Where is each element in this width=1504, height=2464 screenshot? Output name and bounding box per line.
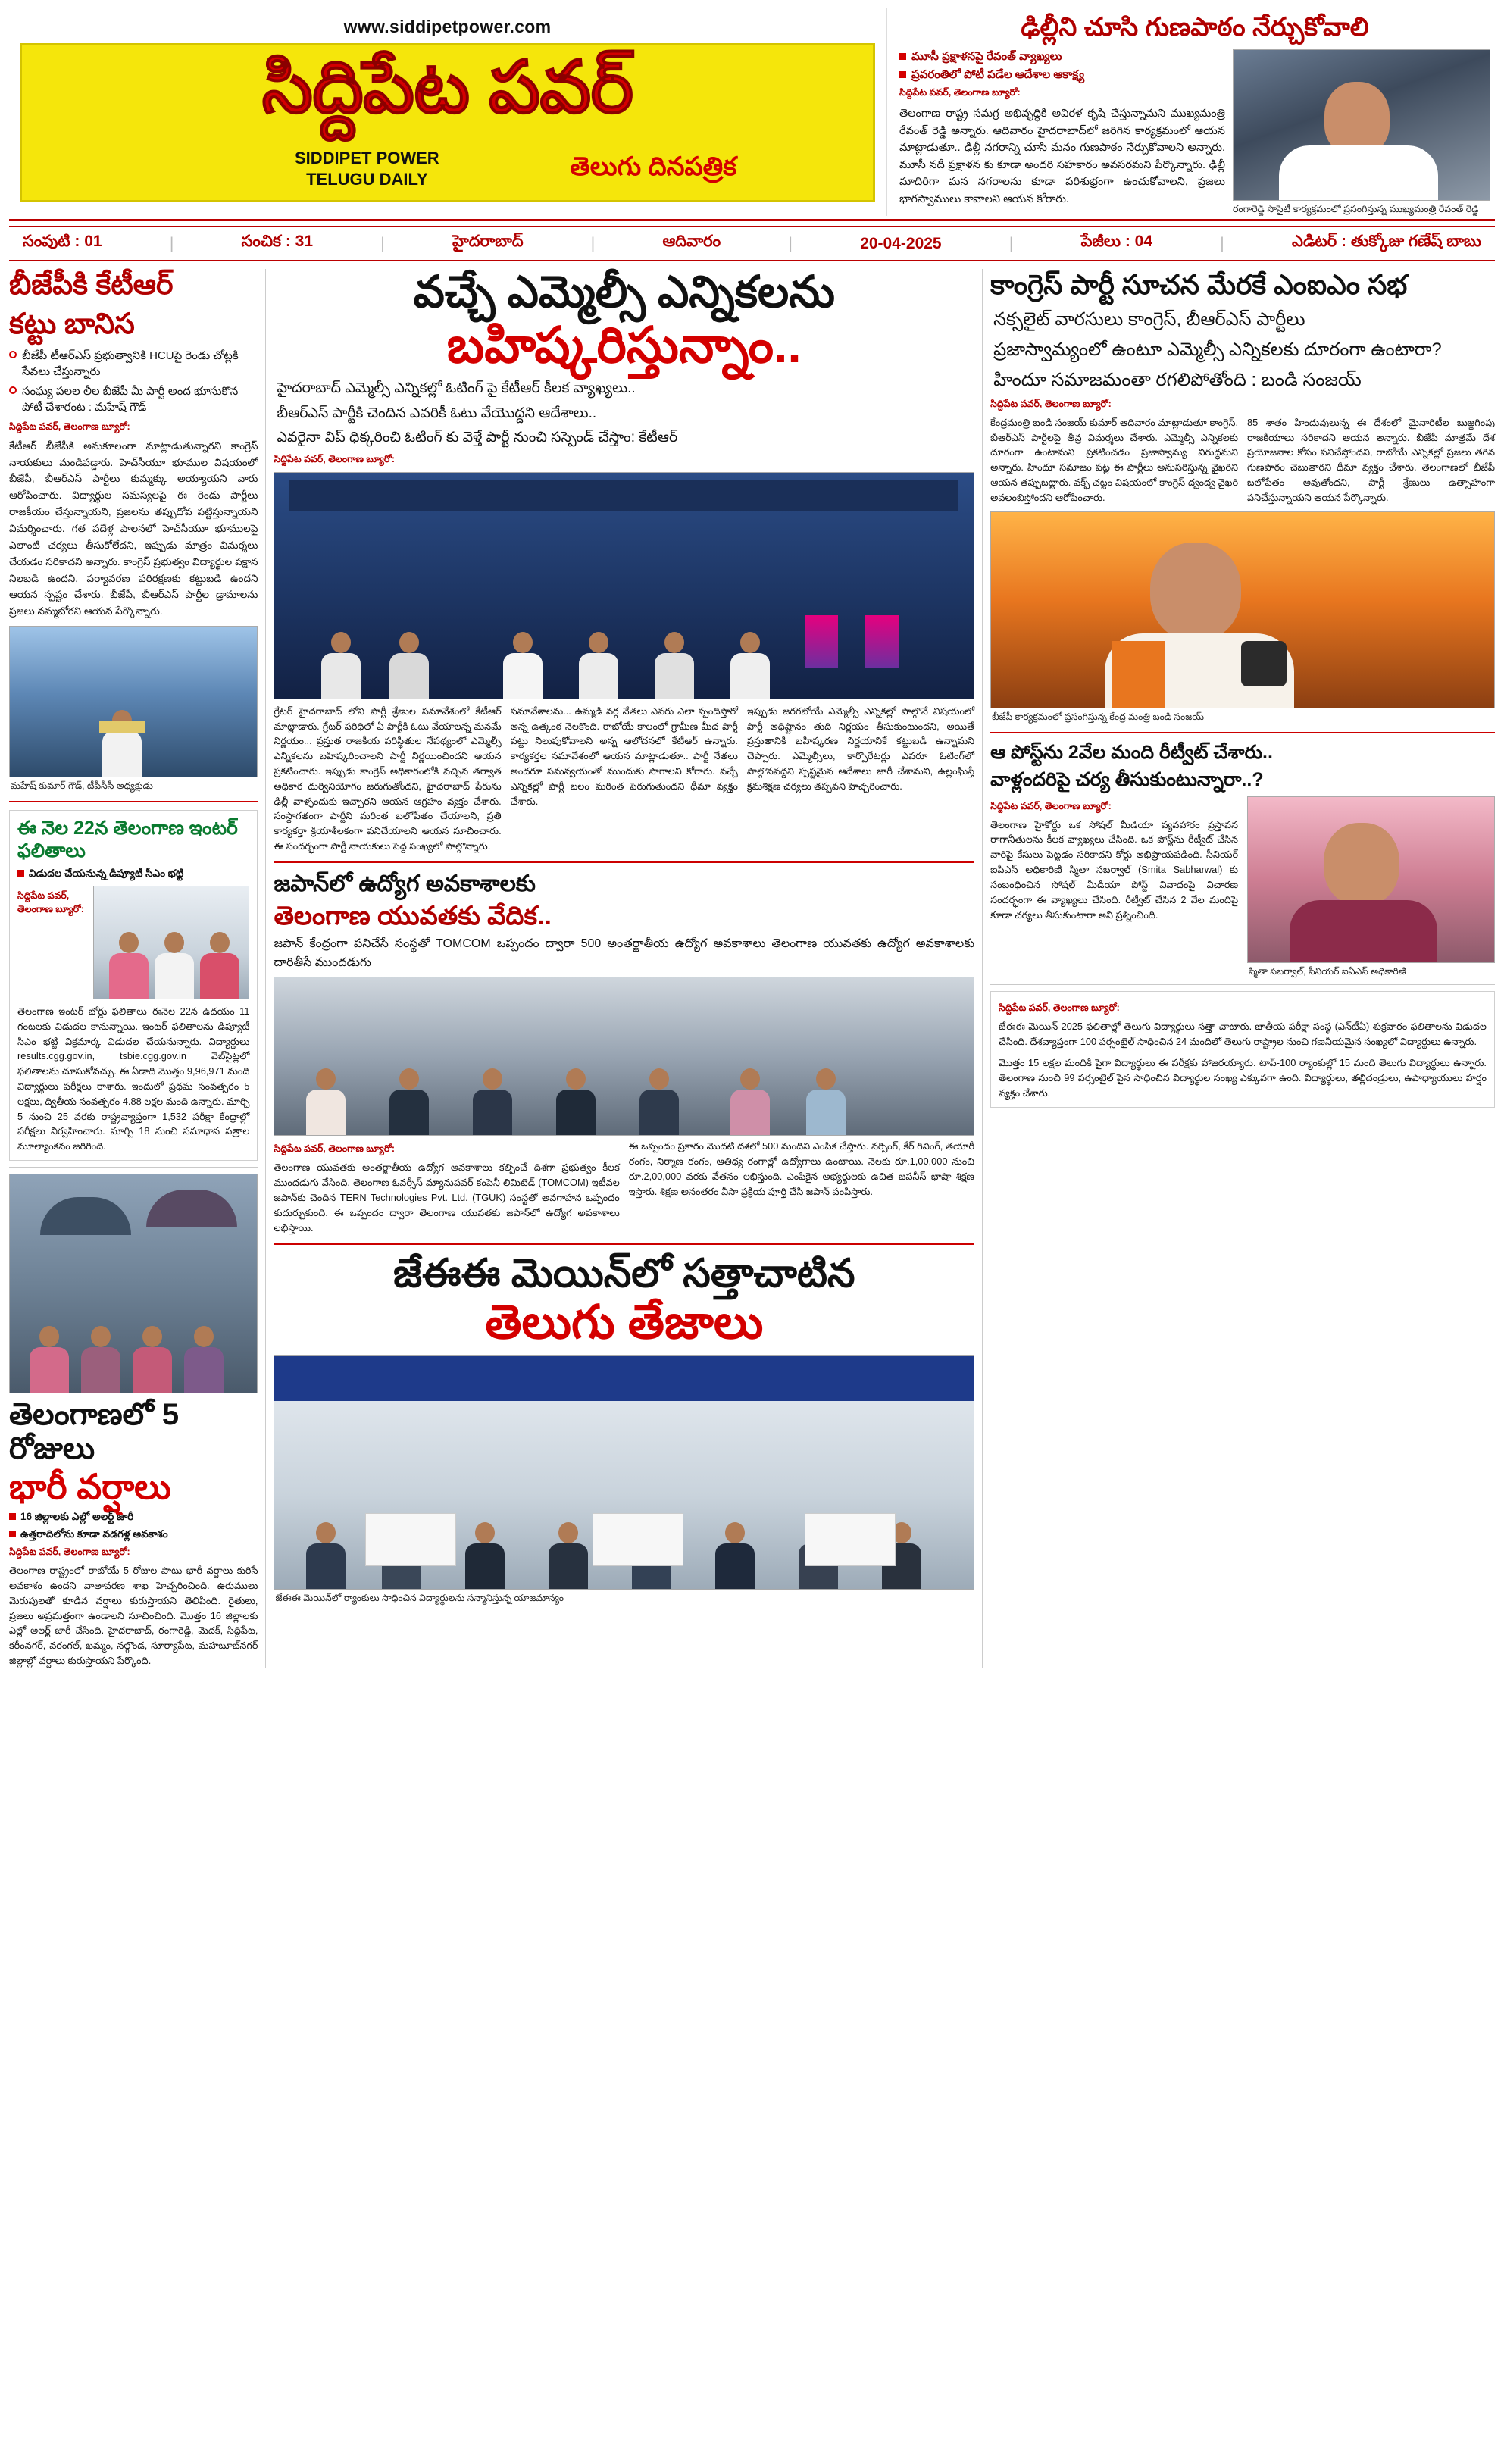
rain-headline-line2: భారీ వర్షాలు: [9, 1466, 171, 1506]
mim-deck-1: ప్రజాస్వామ్యంలో ఉంటూ ఎమ్మెల్సీ ఎన్నికలకు దూరంగా ఉంటారా?: [993, 339, 1442, 360]
divider: |: [1008, 234, 1014, 252]
lead-bullet-0-text: మూసీ ప్రక్షాళనపై రేవంత్ వ్యాఖ్యలు: [911, 49, 1062, 63]
mim-deck-2: హిందూ సమాజమంతా రగలిపోతోంది : బండి సంజయ్: [993, 369, 1362, 390]
post-headline-line1: ఆ పోస్ట్‌ను 2వేల మంది రీట్వీట్ చేశారు..: [990, 741, 1273, 763]
article-japan-jobs: [274, 871, 974, 1236]
post-headline-line2: వాళ్లందరిపై చర్య తీసుకుంటున్నారా..?: [990, 769, 1264, 791]
ktr-bjp-bullet-1-text: సంఘ్య పలల లీల బీజేపీ మీ పార్టీ అంద భూసుకొన పోటీ చేశారంట : మహేష్ గౌడ్: [22, 384, 239, 414]
lead-byline: సిద్దిపేట పవర్, తెలంగాణ బ్యూరో:: [899, 87, 1021, 98]
umbrella-icon: [40, 1197, 131, 1235]
party-flag-icon: [865, 615, 899, 668]
inter-results-body: తెలంగాణ ఇంటర్ బోర్డు ఫలితాలు ఈనెల 22న ఉదయం 11 గంటలకు విడుదల కానున్నాయి. ఇంటర్ ఫలితాలను డిప్యూటీ సీఎం భట్టి విక్రమార్క విడుదల చేయనున్నారు. విద్యార్థులు results.cgg.gov.in, tsbie.cgg.gov.in వెబ్‌సైట్లలో ఫలితాలను చూసుకోవచ్చు. ఈ ఏడాది మొత్తం 9,96,971 మంది విద్యార్థులు పరీక్షలు రాశారు. ఇందులో ప్రథమ సంవత్సరం 5 లక్షలు, ద్వితీయ సంవత్సరం 4.88 లక్షల మంది ఉన్నారు. మార్చి 5 నుంచి 25 వరకు రాష్ట్రవ్యాప్తంగా 1,532 పరీక్షా కేంద్రాల్లో పరీక్షలు నిర్వహించారు. మార్చి 18 నుంచి సమాధాన పత్రాల మూల్యాంకనం జరిగింది.: [17, 1005, 250, 1152]
photo-figure-head: [1324, 823, 1399, 906]
mlc-body-col1: గ్రేటర్ హైదరాబాద్ లోని పార్టీ శ్రేణుల సమావేశంలో కేటీఆర్ మాట్లాడారు. గ్రేటర్ పరిధిలో ఏ పార్టీకి ఓటు వేయాలన్న మనమే నిర్ణయం... ప్రస్తుత రాజకీయ పరిస్థితుల నేపథ్యంలో ఎమ్మెల్సీ ఎన్నికలను బహిష్కరించాలని పార్టీ నిర్ణయించిందని ఆయన ప్రకటించారు. ఇప్పుడు కాంగ్రెస్ అధికారంలోకి వచ్చిన తర్వాత అధికార దుర్వినియోగం జరుగుతోందని, హైదరాబాద్ పేరును ఢిల్లీ వాళ్ళందుకు ఇచ్చారని ఆయన ఆగ్రహం వ్యక్తం చేశారు. సంస్థాగతంగా పార్టీని మరింత బలోపేతం చేయాలని, ప్రతి కార్యకర్తా క్రియాశీలకంగా పనిచేయాలని ఆయన సూచించారు. ఈ సందర్భంగా పార్టీ నాయకులు పెద్ద సంఖ్యలో పాల్గొన్నారు.: [274, 705, 502, 852]
lead-story-headline: ఢిల్లీని చూసి గుణపాఠం నేర్చుకోవాలి: [1021, 13, 1369, 42]
ktr-bjp-headline-line1: బీజేపీకి కేటీఆర్: [9, 269, 174, 302]
logo-english-line1: SIDDIPET POWER: [295, 149, 439, 167]
bullet-circle-icon: [9, 386, 17, 394]
jee-byline: సిద్దిపేట పవర్, తెలంగాణ బ్యూరో:: [999, 1002, 1120, 1014]
japan-byline: సిద్దిపేట పవర్, తెలంగాణ బ్యూరో:: [274, 1143, 396, 1155]
article-inter-results: [9, 810, 258, 1161]
ktr-bjp-bullet-0: [9, 348, 258, 380]
rain-bullet-1-text: ఉత్తరాదిలోను కూడా వడగళ్ల అవకాశం: [20, 1528, 168, 1540]
post-byline: సిద్దిపేట పవర్, తెలంగాణ బ్యూరో:: [990, 800, 1112, 811]
lead-bullet-1: [899, 67, 1225, 83]
photo-figure-body: [102, 731, 142, 777]
lead-photo: [1233, 49, 1490, 201]
bullet-square-icon: [899, 71, 906, 78]
ktr-bjp-bullets: [9, 348, 258, 415]
bullet-circle-icon: [9, 351, 17, 358]
center-column: [265, 269, 974, 1668]
inter-results-bullet: [17, 867, 249, 881]
certificate-icon: [593, 1513, 683, 1566]
editor-label: ఎడిటర్ : తుక్కోజు గణేష్ బాబు: [1292, 233, 1481, 251]
date-bar: [9, 226, 1495, 261]
jee-headline-line2: తెలుగు తేజాలు: [485, 1296, 764, 1349]
article-ktr-bjp: [9, 269, 258, 793]
logo-box: [20, 43, 875, 202]
stage-banner: [289, 480, 958, 511]
mim-body-columns: [990, 415, 1495, 505]
japan-headline-line2: తెలంగాణ యువతకు వేదిక..: [274, 901, 552, 930]
place-label: హైదరాబాద్: [452, 233, 524, 251]
mlc-deck-2: ఎవరైనా విప్ ధిక్కరించి ఓటింగ్ కు వెళ్తే పార్టీ నుంచి సస్పెండ్ చేస్తాం: కేటీఆర్: [277, 430, 678, 446]
lead-story-block: [886, 8, 1495, 216]
right-column: [982, 269, 1495, 1668]
mlc-body-col3: ఇప్పుడు జరగబోయే ఎమ్మెల్సీ ఎన్నికల్లో పాల్గొనే విషయంలో పార్టీ అధిష్టానం తుది నిర్ణయం తీసుకుంటుందని, అయితే ప్రస్తుతానికి బహిష్కరణ నిర్ణయానికే కట్టుబడి ఉన్నామని చెప్పారు. ఎమ్మెల్సీలు, కార్పొరేటర్లు ఎవరూ ఓటింగ్‌లో పాల్గొనవద్దని స్పష్టమైన ఆదేశాలు జారీ చేశామని, ఉల్లంఘిస్తే క్రమశిక్షణ చర్యలు తప్పవని హెచ్చరించారు.: [746, 705, 975, 792]
article-mim-meeting: [990, 269, 1495, 724]
japan-lead: జపాన్ కేంద్రంగా పనిచేసే సంస్థతో TOMCOM ఒప్పందం ద్వారా 500 అంతర్జాతీయ ఉద్యోగ అవకాశాలు తెలంగాణ యువతకు ఉద్యోగ అవకాశాలకు దారితీసే ముందడుగు: [274, 937, 975, 969]
microphone-icon: [1241, 641, 1287, 686]
japan-body-col2: ఈ ఒప్పందం ప్రకారం మొదటి దశలో 500 మందిని ఎంపిక చేస్తారు. నర్సింగ్, కేర్ గివింగ్, తయారీ రంగం, నిర్మాణ రంగం, ఆతిథ్య రంగాల్లో ఉద్యోగాలు ఉంటాయి. నెలకు రూ.1,00,000 నుంచి రూ.2,00,000 వరకు వేతనం లభిస్తుంది. ఎంపికైన అభ్యర్థులకు ఉచిత జపనీస్ భాషా శిక్షణ ఇస్తారు. శిక్షణ అనంతరం వీసా ప్రక్రియ పూర్తి చేసి జపాన్ పంపిస్తారు.: [628, 1140, 975, 1197]
smita-sabharwal-photo: [1247, 796, 1495, 963]
article-jee-results: [274, 1252, 974, 1606]
mim-byline: సిద్దిపేట పవర్, తెలంగాణ బ్యూరో:: [990, 398, 1112, 409]
lead-bullet-1-text: ప్రవరంతిలో పోటీ పడేల ఆదేశాల ఆకాక్ష్య: [911, 68, 1085, 82]
jee-side-text: [990, 991, 1495, 1107]
ktr-meeting-photo: [274, 472, 974, 699]
ktr-bjp-byline: సిద్దిపేట పవర్, తెలంగాణ బ్యూరో:: [9, 421, 130, 432]
page-content: [9, 269, 1495, 1668]
photo-figure-head: [1324, 82, 1390, 155]
rain-byline: సిద్దిపేట పవర్, తెలంగాణ బ్యూరో:: [9, 1546, 130, 1558]
mim-headline: కాంగ్రెస్ పార్టీ సూచన మేరకే ఎంఐఎం సభ: [990, 269, 1408, 301]
inter-results-headline: ఈ నెల 22న తెలంగాణ ఇంటర్ ఫలితాలు: [17, 817, 238, 861]
divider: |: [380, 234, 385, 252]
lead-photo-caption: రంగారెడ్డి సొసైటీ కార్యక్రమంలో ప్రసంగిస్తున్న ముఖ్యమంత్రి రేవంత్ రెడ్డి: [1233, 203, 1479, 214]
certificate-icon: [365, 1513, 456, 1566]
article-heavy-rain: [9, 1174, 258, 1668]
mlc-byline: సిద్దిపేట పవర్, తెలంగాణ బ్యూరో:: [274, 453, 396, 464]
lead-photo-col: [1233, 49, 1490, 217]
rain-bullet-0-text: 16 జిల్లాలకు ఎల్లో అలర్ట్ జారీ: [20, 1511, 134, 1523]
rain-headline-line1: తెలంగాణలో 5 రోజులు: [9, 1398, 180, 1465]
japan-headline-line1: జపాన్‌లో ఉద్యోగ అవకాశాలకు: [274, 871, 536, 896]
bullet-square-icon: [899, 53, 906, 60]
lead-bullet-0: [899, 49, 1225, 64]
photo-scarf: [1112, 641, 1165, 708]
rain-bullet-0: [9, 1510, 258, 1524]
jee-body-col2: మొత్తం 15 లక్షల మందికి పైగా విద్యార్థులు ఈ పరీక్షకు హాజరయ్యారు. టాప్-100 ర్యాంకుల్లో 15 మంది తెలుగు విద్యార్థులు ఉన్నారు. తెలంగాణ నుంచి 99 పర్సంటైల్ పైన సాధించిన విద్యార్థుల సంఖ్య ఎక్కువగా ఉంది. విద్యార్థులు, తల్లిదండ్రులు, ఉపాధ్యాయులు హర్షం వ్యక్తం చేశారు.: [999, 1057, 1487, 1099]
jee-photo-caption: జేఈఈ మెయిన్‌లో ర్యాంకులు సాధించిన విద్యార్థులను సన్మానిస్తున్న యాజమాన్యం: [275, 1592, 564, 1603]
date-label: 20-04-2025: [860, 234, 942, 252]
mahesh-goud-photo: [9, 626, 258, 777]
logo-telugu-title: సిద్దిపేట పవర్: [261, 47, 633, 128]
mlc-headline-line1: వచ్చే ఎమ్మెల్సీ ఎన్నికలను: [413, 267, 835, 317]
rain-bullet-1: [9, 1527, 258, 1542]
ktr-bjp-body: కేటీఆర్ బీజేపీకి అనుకూలంగా మాట్లాడుతున్నారని కాంగ్రెస్ నాయకులు మండిపడ్డారు. హెచ్‌సీయూ భూముల విషయంలో బీజేపీ, బీఆర్ఎస్ పార్టీలు కుమ్మక్కు అయ్యాయని వారు ఆరోపించారు. విద్యార్థుల సమస్యలపై ఈ రెండు పార్టీలు రాజకీయం చేస్తున్నాయని, ప్రజలను తప్పుదోవ పట్టిస్తున్నాయని విమర్శించారు. గత పదేళ్ల పాలనలో హెచ్‌సీయూ భూములపై ఎలాంటి చర్యలు తీసుకోలేదని, ఇప్పుడు మాత్రం విమర్శలు చేయడం సరికాదని అన్నారు. కాంగ్రెస్ ప్రభుత్వం విద్యార్థుల పక్షాన నిలబడి ఉందని, పర్యావరణ పరిరక్షణకు కట్టుబడి ఉందని ఆయన స్పష్టం చేశారు. బీజేపీ, బీఆర్ఎస్ పార్టీల డ్రామాలను ప్రజలు నమ్మబోరని ఆయన పేర్కొన్నారు.: [9, 439, 258, 618]
photo-figure-body: [1290, 900, 1437, 963]
post-body-columns: [990, 796, 1495, 979]
rain-body: తెలంగాణ రాష్ట్రంలో రాబోయే 5 రోజుల పాటు భారీ వర్షాలు కురిసే అవకాశం ఉందని వాతావరణ శాఖ హెచ్చరించింది. ఉరుములు మెరుపులతో కూడిన వర్షాలు కురుస్తాయని తెలిపింది. రైతులు, ప్రజలు అప్రమత్తంగా ఉండాలని సూచించింది. మొత్తం 16 జిల్లాలకు ఎల్లో అలర్ట్ జారీ చేసింది. హైదరాబాద్, రంగారెడ్డి, మెదక్, సిద్దిపేట, కరీంనగర్, వరంగల్, ఖమ్మం, నల్గొండ, సూర్యాపేట, మహబూబ్‌నగర్ జిల్లాల్లో వర్షాలు కురుస్తాయని పేర్కొంది.: [9, 1565, 258, 1667]
logo-english-line2: TELUGU DAILY: [306, 169, 428, 189]
photo-figure-head: [1150, 543, 1241, 641]
bandi-sanjay-photo: [990, 511, 1495, 708]
mlc-deck-1: బీఆర్ఎస్ పార్టీకి చెందిన ఎవరికీ ఓటు వేయొద్దని ఆదేశాలు..: [277, 405, 597, 421]
japan-mou-photo: [274, 977, 974, 1136]
jee-body-col1: జేఈఈ మెయిన్ 2025 ఫలితాల్లో తెలుగు విద్యార్థులు సత్తా చాటారు. జాతీయ పరీక్షా సంస్థ (ఎన్‌టీఏ) శుక్రవారం ఫలితాలను విడుదల చేసింది. దేశవ్యాప్తంగా 100 పర్సంటైల్ సాధించిన 24 మందిలో తెలుగు రాష్ట్రాల నుంచి గణనీయమైన సంఖ్యలో విద్యార్థులు ఉన్నారు.: [999, 1021, 1487, 1048]
logo-english-subtitle: [295, 148, 439, 189]
party-flag-icon: [805, 615, 838, 668]
mahesh-goud-photo-caption: మహేష్ కుమార్ గౌడ్, టీపీసీసీ అధ్యక్షుడు: [11, 780, 153, 792]
left-column: [9, 269, 258, 1668]
article-retweet-post: [990, 741, 1495, 979]
japan-body-columns: [274, 1139, 974, 1235]
bullet-square-icon: [17, 870, 24, 877]
bullet-square-icon: [9, 1531, 16, 1537]
smita-sabharwal-photo-caption: స్మితా సబర్వాల్, సీనియర్ ఐఏఎస్ అధికారిణి: [1249, 965, 1406, 977]
post-body: తెలంగాణ హైకోర్టు ఒక సోషల్ మీడియా వ్యవహారం ప్రస్తావన రాగానీతులను కీలక వ్యాఖ్యలు చేసింది. ఒక పోస్ట్‌ను రీట్వీట్ చేసిన వారిపై కేసులు పెట్టడం సరికాదని కోర్టు అభిప్రాయపడింది. సీనియర్ ఐపీఎస్ అధికారిణి స్మితా సబర్వాల్ (Smita Sabharwal) కు సంబంధించిన సోషల్ మీడియా పోస్ట్ వివాదంపై విచారణ సందర్భంగా ఈ వ్యాఖ్యలు చేసింది. రీట్వీట్ చేసిన 2 వేల మందిపై కూడా చర్యలు తీసుకుంటారా అని ప్రశ్నించింది.: [990, 818, 1239, 921]
masthead-brand: [9, 8, 886, 216]
divider: |: [788, 234, 793, 252]
article-mlc-boycott: [274, 269, 974, 854]
mlc-headline-line2: బహిష్కరిస్తున్నాం..: [446, 316, 802, 373]
lead-story-text-col: [899, 49, 1225, 217]
masthead: [9, 8, 1495, 221]
divider: |: [590, 234, 596, 252]
inter-results-photo: [93, 886, 249, 999]
bandi-sanjay-photo-caption: బీజేపీ కార్యక్రమంలో ప్రసంగిస్తున్న కేంద్ర మంత్రి బండి సంజయ్: [992, 711, 1205, 722]
inter-results-byline: సిద్దిపేట పవర్, తెలంగాణ బ్యూరో:: [17, 890, 84, 915]
mim-body-col1: కేంద్రమంత్రి బండి సంజయ్ కుమార్ ఆదివారం మాట్లాడుతూ కాంగ్రెస్, బీఆర్ఎస్ పార్టీలపై తీవ్ర విమర్శలు చేశారు. ఎమ్మెల్సీ ఎన్నికలకు దూరంగా ఉంటామని ప్రకటించడం ప్రజాస్వామ్య విరుద్ధమని అన్నారు. హిందూ సమాజం పట్ల ఈ పార్టీలు అనుసరిస్తున్న వైఖరిని ఆయన తప్పుబట్టారు. వక్ఫ్ చట్టం విషయంలో కాంగ్రెస్ ద్వంద్వ వైఖరి అవలంబిస్తోందని ఆరోపించారు.: [990, 416, 1239, 503]
website-url[interactable]: www.siddipetpower.com: [343, 17, 552, 36]
day-label: ఆదివారం: [662, 233, 721, 251]
mim-body-col2: 85 శాతం హిందువులున్న ఈ దేశంలో మైనారిటీల బుజ్జగింపు రాజకీయాలు సరికాదని ఆయన అన్నారు. బీజేపీ మాత్రమే దేశ ప్రయోజనాల కోసం పనిచేస్తోందని, రాబోయే ఎన్నికల్లో ప్రజలు తగిన గుణపాఠం చెబుతారని ధీమా వ్యక్తం చేశారు. తెలంగాణలో బీజేపీ బలోపేతం అవుతోందని, పార్టీ శ్రేణులు ఉత్సాహంగా పనిచేస్తున్నాయని ఆయన పేర్కొన్నారు.: [1247, 416, 1495, 503]
jee-headline-line1: జేఈఈ మెయిన్‌లో సత్తాచాటిన: [393, 1251, 855, 1296]
certificate-icon: [805, 1513, 896, 1566]
japan-body-col1: తెలంగాణ యువతకు అంతర్జాతీయ ఉద్యోగ అవకాశాలు కల్పించే దిశగా ప్రభుత్వం కీలక ముందడుగు వేసింది. తెలంగాణ ఓవర్సీస్ మ్యానుపవర్ కంపెనీ లిమిటెడ్ (TOMCOM) ఇటీవల జపాన్‌కు చెందిన TERN Technologies Pvt. Ltd. (TGUK) సంస్థతో అవగాహన ఒప్పందం కుదుర్చుకుంది. ఈ ఒప్పందం ద్వారా తెలంగాణ యువతకు జపాన్‌లో ఉద్యోగ అవకాశాలు లభిస్తాయి.: [274, 1162, 620, 1234]
issue-label: సంచిక : 31: [241, 233, 314, 251]
ktr-bjp-bullet-0-text: బీజేపీ టీఆర్ఎస్ ప్రభుత్వానికి HCUపై రెండు చోట్లకి సేవలు చేస్తున్నారు: [22, 349, 239, 378]
rain-photo: [9, 1174, 258, 1393]
logo-telugu-subtitle: తెలుగు దినపత్రిక: [570, 152, 736, 181]
mlc-body-col2: సమావేశాలను... ఉమ్మడి వర్గ నేతలు ఎవరు ఎలా స్పందిస్తారో అన్న ఉత్కంఠ నెలకొంది. రాబోయే కాలంలో గ్రామీణ మీద పార్టీ పట్టు నిలుపుకోవాలని అన్న ఆలోచనలో కేటీఆర్ ఉన్నారు. కార్యకర్తల సమావేశంలో ఆయన మాట్లాడుతూ.. పార్టీ నేతలు అందరూ సమన్వయంతో ముందుకు సాగాలని కోరారు. వచ్చే ఎన్నికల్లో పార్టీ బలం మరింత పెరుగుతుందని ధీమా వ్యక్తం చేశారు.: [510, 705, 738, 807]
volume-label: సంపుటి : 01: [23, 233, 102, 251]
mlc-body-columns: [274, 704, 974, 854]
inter-results-bullet-text: విడుదల చేయనున్న డిప్యూటీ సీఎం భట్టి: [29, 867, 184, 879]
lead-body-text: తెలంగాణ రాష్ట్ర సమగ్ర అభివృద్ధికి అవిరళ కృషి చేస్తున్నామని ముఖ్యమంత్రి రేవంత్ రెడ్డి అన్నారు. ఆదివారం హైదరాబాద్‌లో జరిగిన కార్యక్రమంలో ఆయన మాట్లాడుతూ.. ఢిల్లీ నగరాన్ని చూసి మనం గుణపాఠం నేర్చుకోవాలని అన్నారు. మూసీ నదీ ప్రక్షాళన కు కూడా అందరి సహకారం అవసరమని పేర్కొన్నారు. ఢిల్లీ మాదిరిగా మన నగరాలను కూడా పరిశుభ్రంగా ఉంచుకోవాలని, ప్రజలు భాగస్వాములు కావాలని ఆయన కోరారు.: [899, 108, 1225, 205]
ktr-bjp-headline-line2: కట్టు బానిస: [9, 308, 135, 340]
photo-scarf: [99, 721, 145, 733]
ktr-bjp-bullet-1: [9, 383, 258, 415]
bullet-square-icon: [9, 1513, 16, 1520]
photo-figure-body: [1279, 145, 1438, 201]
mlc-deck-0: హైదరాబాద్ ఎమ్మెల్సీ ఎన్నికల్లో ఓటింగ్ పై కేటీఆర్ కీలక వ్యాఖ్యలు..: [277, 380, 636, 397]
divider: |: [169, 234, 174, 252]
pages-label: పేజీలు : 04: [1080, 233, 1153, 251]
jee-toppers-photo: [274, 1355, 974, 1590]
backdrop-banner: [274, 1356, 974, 1401]
divider: |: [1220, 234, 1224, 252]
umbrella-icon: [146, 1190, 237, 1227]
mim-deck-0: నక్సలైట్ వారసులు కాంగ్రెస్, బీఆర్ఎస్ పార్టీలు: [993, 308, 1305, 330]
